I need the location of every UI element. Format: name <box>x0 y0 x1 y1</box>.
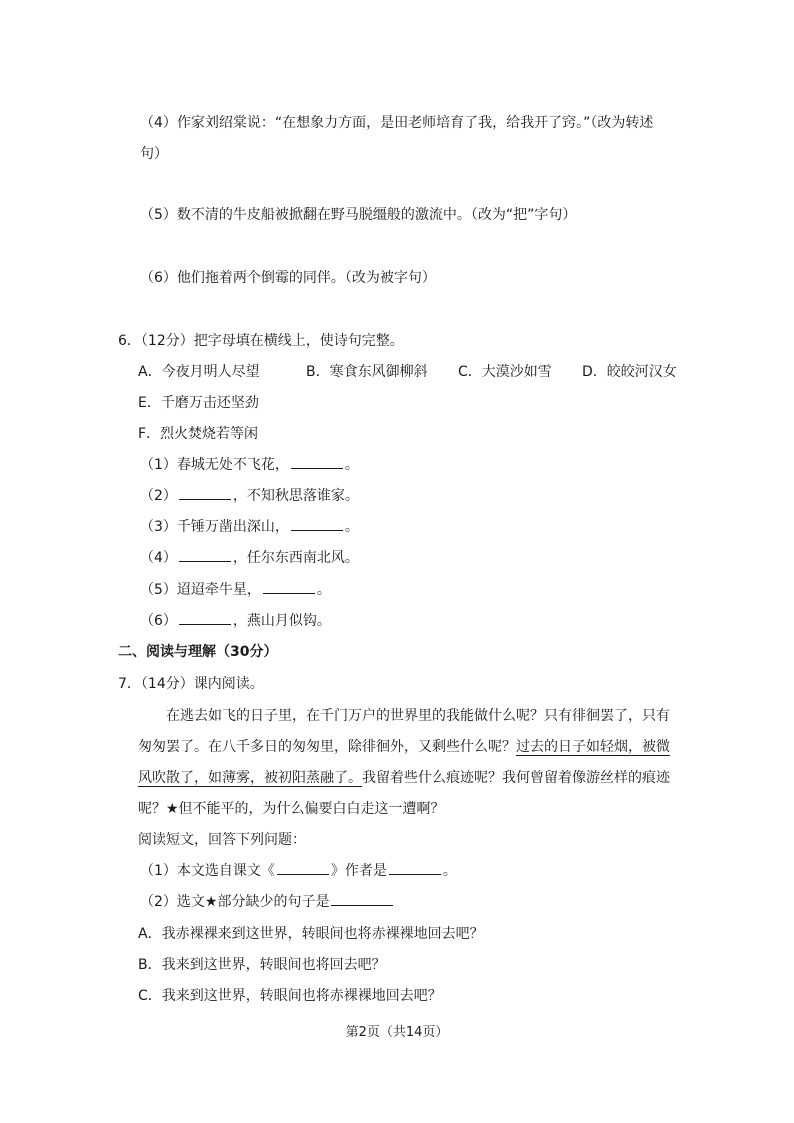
q6-item-6 <box>140 611 331 631</box>
q6-item-4-text: （4） <box>140 550 177 566</box>
q6-item-2-end: ，不知秋思落谁家。 <box>232 488 359 504</box>
answer-blank[interactable] <box>179 486 231 500</box>
q6-stem: 6．（12分）把字母填在横线上，使诗句完整。 <box>118 333 404 349</box>
q6-item-4-end: ，任尔东西南北风。 <box>232 550 359 566</box>
q6-item-1 <box>140 455 359 475</box>
answer-blank[interactable] <box>179 548 231 562</box>
q7-sub1-end: 。 <box>442 863 457 879</box>
section-heading: 二、阅读与理解（30分） <box>118 644 278 660</box>
q6-item-6-text: （6） <box>140 613 177 629</box>
q7-passage-line3-text: 我留着些什么痕迹呢？我何曾留着像游丝样的痕迹 <box>362 770 670 786</box>
q7-stem: 7．（14分）课内阅读。 <box>118 676 264 692</box>
q6-option-c: C．大漠沙如雪 <box>458 364 552 380</box>
q6-item-3-text: （3）千锤万凿出深山， <box>140 519 289 535</box>
q7-sub1-text: （1）本文选自课文《 <box>140 863 275 879</box>
q7-instruction: 阅读短文，回答下列问题： <box>138 832 306 848</box>
q5-sentence6: （6）他们拖着两个倒霉的同伴。（改为被字句） <box>140 270 436 286</box>
q5-sentence4-line1: （4）作家刘绍棠说：“在想象力方面，是田老师培育了我，给我开了窍。”（改为转述 <box>140 115 654 131</box>
q7-passage-underlined-2: 风吹散了，如薄雾，被初阳蒸融了。 <box>138 770 362 786</box>
q6-item-3-end: 。 <box>344 519 359 535</box>
q6-item-1-text: （1）春城无处不飞花， <box>140 457 289 473</box>
answer-blank[interactable] <box>389 861 441 875</box>
q6-item-4 <box>140 548 359 568</box>
q7-sub1 <box>140 861 457 881</box>
q7-sub1-mid: 》作者是 <box>330 863 387 879</box>
q5-sentence4-line2: 句） <box>140 146 168 162</box>
q6-item-2-text: （2） <box>140 488 177 504</box>
q7-choice-c: C．我来到这世界，转眼间也将赤裸裸地回去吧？ <box>138 988 442 1004</box>
answer-blank[interactable] <box>331 892 393 906</box>
answer-blank[interactable] <box>291 517 343 531</box>
q6-item-5 <box>140 580 331 600</box>
q6-item-1-end: 。 <box>344 457 359 473</box>
q6-item-6-end: ，燕山月似钩。 <box>232 613 331 629</box>
q6-option-f: F．烈火焚烧若等闲 <box>138 426 259 442</box>
answer-blank[interactable] <box>263 580 315 594</box>
q6-option-d: D．皎皎河汉女 <box>582 364 677 380</box>
q7-passage-underlined-1: 过去的日子如轻烟，被微 <box>516 739 670 755</box>
q7-choice-a: A．我赤裸裸来到这世界，转眼间也将赤裸裸地回去吧？ <box>138 926 484 942</box>
q6-item-5-end: 。 <box>316 582 331 598</box>
q7-passage-line3 <box>138 768 670 788</box>
q6-option-b: B．寒食东风御柳斜 <box>306 364 428 380</box>
q7-choice-b: B．我来到这世界，转眼间也将回去吧？ <box>138 957 386 973</box>
answer-blank[interactable] <box>291 455 343 469</box>
q6-option-a: A．今夜月明人尽望 <box>138 364 260 380</box>
q7-passage-line4: 呢？★但不能平的，为什么偏要白白走这一遭啊？ <box>138 801 445 817</box>
q7-passage-line2 <box>138 737 670 757</box>
q7-passage-line2-text: 匆匆罢了。在八千多日的匆匆里，除徘徊外，又剩些什么呢？ <box>138 739 516 755</box>
q5-sentence5: （5）数不清的牛皮船被掀翻在野马脱缰般的激流中。（改为“把”字句） <box>140 207 577 223</box>
q7-sub2 <box>140 892 395 912</box>
answer-blank[interactable] <box>277 861 329 875</box>
q6-option-e: E．千磨万击还坚劲 <box>138 395 259 411</box>
q6-item-5-text: （5）迢迢牵牛星， <box>140 582 261 598</box>
answer-blank[interactable] <box>179 611 231 625</box>
q6-item-2 <box>140 486 359 506</box>
q7-passage-line1: 在逃去如飞的日子里，在千门万户的世界里的我能做什么呢？只有徘徊罢了，只有 <box>166 708 670 724</box>
page-footer: 第2页（共14页） <box>345 1025 449 1040</box>
q7-sub2-text: （2）选文★部分缺少的句子是 <box>140 894 330 910</box>
q6-item-3 <box>140 517 359 537</box>
